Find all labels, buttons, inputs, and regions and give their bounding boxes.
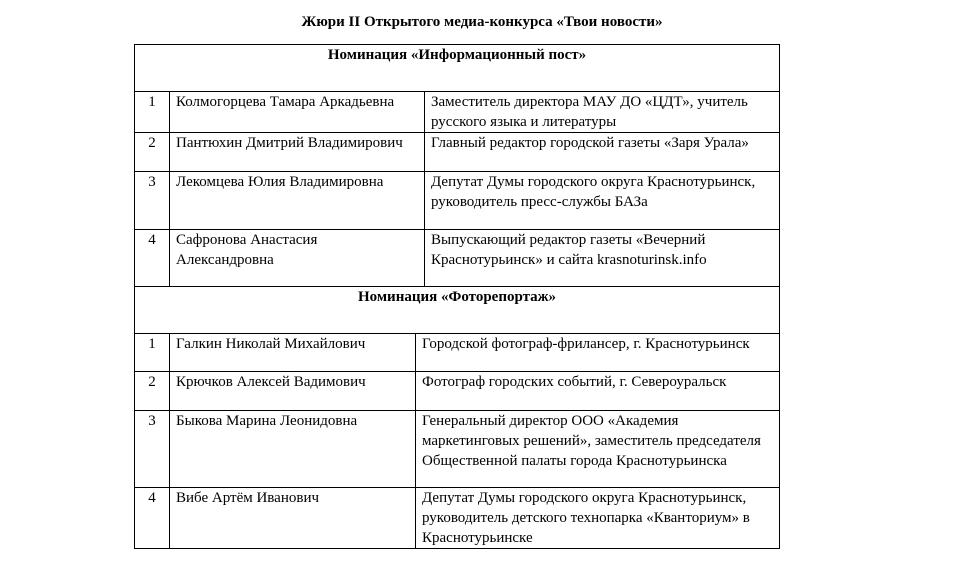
member-number: 1 (135, 334, 170, 372)
member-position: Заместитель директора МАУ ДО «ЦДТ», учитель русского языка и литературы (425, 92, 780, 133)
member-name: Быкова Марина Леонидовна (170, 411, 416, 488)
member-name: Крючков Алексей Вадимович (170, 372, 416, 411)
table-row (135, 172, 780, 230)
member-position: Главный редактор городской газеты «Заря Урала» (425, 133, 780, 172)
member-number: 4 (135, 230, 170, 287)
table-row (135, 488, 780, 549)
nomination-title: Номинация «Информационный пост» (135, 45, 780, 92)
document-title: Жюри II Открытого медиа-конкурса «Твои новости» (301, 14, 663, 30)
nomination-section-photo-report (134, 286, 780, 549)
member-name: Вибе Артём Иванович (170, 488, 416, 549)
member-number: 3 (135, 172, 170, 230)
table-row (135, 411, 780, 488)
member-position: Депутат Думы городского округа Краснотурьинск, руководитель пресс-службы БАЗа (425, 172, 780, 230)
nomination-section-info-post (134, 44, 780, 287)
table-row (135, 372, 780, 411)
table-row (135, 92, 780, 133)
member-number: 4 (135, 488, 170, 549)
member-number: 3 (135, 411, 170, 488)
table-row (135, 334, 780, 372)
member-name: Пантюхин Дмитрий Владимирович (170, 133, 425, 172)
member-number: 2 (135, 372, 170, 411)
member-name: Лекомцева Юлия Владимировна (170, 172, 425, 230)
member-number: 2 (135, 133, 170, 172)
member-name: Колмогорцева Тамара Аркадьевна (170, 92, 425, 133)
member-number: 1 (135, 92, 170, 133)
member-position: Депутат Думы городского округа Краснотурьинск, руководитель детского технопарка «Кванториум» в Краснотурьинске (416, 488, 780, 549)
member-position: Выпускающий редактор газеты «Вечерний Краснотурьинск» и сайта krasnoturinsk.info (425, 230, 780, 287)
member-name: Галкин Николай Михайлович (170, 334, 416, 372)
member-position: Генеральный директор ООО «Академия маркетинговых решений», заместитель председателя Общественной палаты города Краснотурьинска (416, 411, 780, 488)
nomination-title: Номинация «Фоторепортаж» (135, 287, 780, 334)
jury-table (134, 44, 779, 549)
member-position: Фотограф городских событий, г. Североуральск (416, 372, 780, 411)
table-row (135, 230, 780, 287)
table-row (135, 133, 780, 172)
member-name: Сафронова Анастасия Александровна (170, 230, 425, 287)
member-position: Городской фотограф-фрилансер, г. Краснотурьинск (416, 334, 780, 372)
